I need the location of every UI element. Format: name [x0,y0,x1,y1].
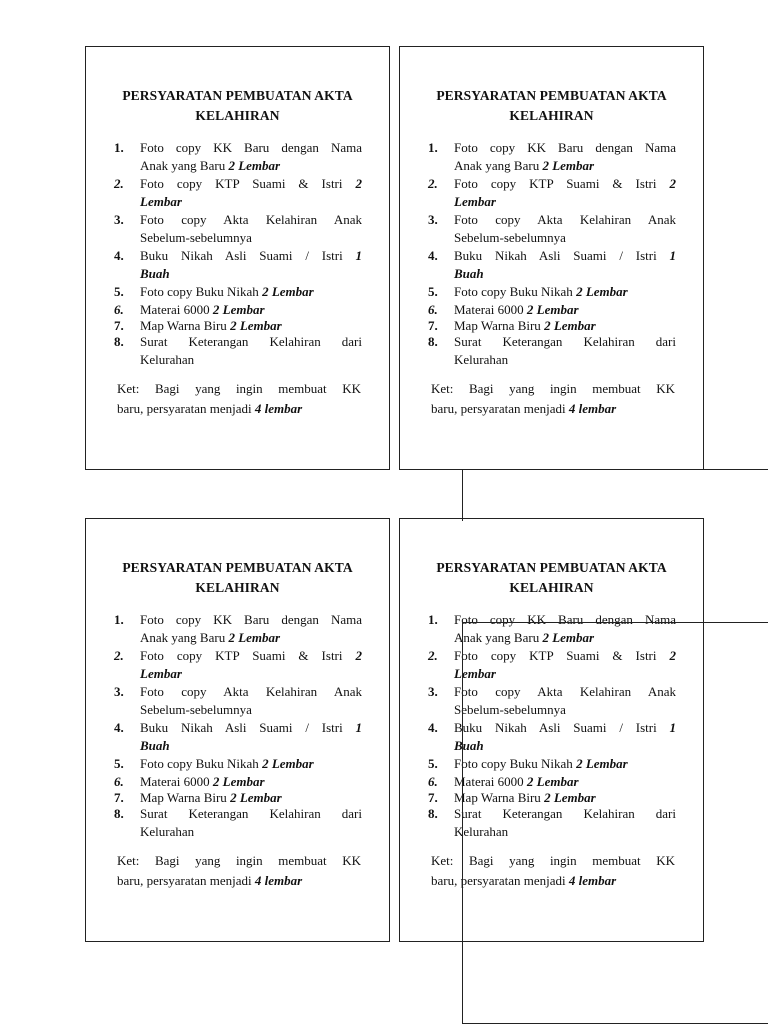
item-quantity: 2 Lembar [544,790,596,805]
note-text-plain: baru, persyaratan menjadi [117,401,255,416]
note-text-plain: baru, persyaratan menjadi [431,401,569,416]
item-text-plain: Sebelum-sebelumnya [140,230,252,245]
item-text-line2 [454,351,676,369]
item-text-line1: Foto copy Akta Kelahiran Anak [454,684,676,699]
item-number: 2. [114,176,124,191]
card-note [431,379,675,419]
overlay-frame-bottom-right [462,622,768,1024]
item-number: 4. [428,720,438,735]
item-text-plain: Materai 6000 [140,302,213,317]
item-text-line2 [140,265,362,283]
item-quantity: 1 [669,248,676,263]
item-text-plain: Materai 6000 [140,774,213,789]
item-text-plain: Kelurahan [454,352,509,367]
item-text-line1 [140,247,362,265]
note-text-plain: baru, persyaratan menjadi [117,873,255,888]
item-number: 6. [114,302,124,317]
card-title-line1: PERSYARATAN PEMBUATAN AKTA [436,560,667,575]
item-quantity: 2 Lembar [542,630,595,645]
item-text-plain: Foto copy KTP Suami & Istri [454,176,670,191]
item-text-plain: Anak yang Baru [454,158,543,173]
item-quantity-unit: Buah [454,738,484,753]
item-quantity: 2 Lembar [526,302,579,317]
item-quantity: 2 Lembar [262,284,314,299]
item-text-line1: Surat Keterangan Kelahiran dari [140,334,362,349]
card-note [117,379,361,419]
item-number: 3. [114,212,124,227]
card-note [117,851,361,891]
item-quantity: 2 Lembar [230,790,282,805]
item-quantity: 2 Lembar [544,318,596,333]
item-quantity-unit: Buah [140,266,170,281]
requirements-card-top-right [399,46,704,470]
item-quantity: 2 Lembar [262,756,314,771]
item-text [140,247,362,283]
item-text [140,175,362,211]
note-text-plain: baru, persyaratan menjadi [431,873,569,888]
item-text-plain: Buku Nikah Asli Suami / Istri [454,720,670,735]
item-text-line2 [140,737,362,755]
card-title-line2: KELAHIRAN [509,580,594,595]
note-quantity: 4 lembar [568,873,617,888]
item-text-line1: Foto copy Akta Kelahiran Anak [140,684,362,699]
item-number: 2. [428,176,438,191]
item-quantity: 2 [669,176,676,191]
item-text-plain: Sebelum-sebelumnya [140,702,252,717]
item-text-plain: Map Warna Biru [454,790,545,805]
note-line2 [431,399,675,419]
item-quantity-unit: Buah [454,266,484,281]
item-number: 8. [114,334,124,349]
item-quantity: 2 [669,648,676,663]
item-text-line2 [140,193,362,211]
item-number: 5. [114,756,124,771]
item-text [140,647,362,683]
card-title [400,86,703,126]
item-text-plain: Anak yang Baru [140,158,229,173]
item-text-line1: Surat Keterangan Kelahiran dari [140,806,362,821]
item-quantity: 2 Lembar [230,318,282,333]
item-number: 7. [428,318,438,333]
item-quantity: 2 Lembar [542,158,595,173]
item-text [140,139,362,175]
item-number: 8. [428,806,438,821]
item-text-line2 [454,157,676,175]
item-number: 6. [428,302,438,317]
overlay-frame-middle [462,469,768,521]
item-text-line1: Foto copy Akta Kelahiran Anak [140,212,362,227]
item-number: 6. [428,774,438,789]
item-text-line1: Foto copy KK Baru dengan Nama [140,140,362,155]
card-title [86,86,389,126]
note-quantity: 4 lembar [254,873,303,888]
item-quantity-unit: Buah [140,738,170,753]
item-number: 2. [114,648,124,663]
item-quantity: 2 Lembar [212,774,265,789]
note-quantity: 4 lembar [254,401,303,416]
item-text-plain: Sebelum-sebelumnya [454,702,566,717]
item-text-plain: Kelurahan [140,352,195,367]
item-text-plain: Foto copy KTP Suami & Istri [140,176,356,191]
card-title-line2: KELAHIRAN [509,108,594,123]
item-text-plain: Buku Nikah Asli Suami / Istri [454,248,670,263]
item-quantity: 1 [669,720,676,735]
item-text-plain: Buku Nikah Asli Suami / Istri [140,720,356,735]
item-text-line1: Foto copy KK Baru dengan Nama [140,612,362,627]
item-number: 3. [428,684,438,699]
item-text-line2 [140,157,362,175]
item-quantity: 2 [355,176,362,191]
item-number: 1. [114,612,124,627]
item-text [454,333,676,369]
item-number: 7. [428,790,438,805]
item-text [140,333,362,369]
item-number: 4. [114,248,124,263]
card-title-line2: KELAHIRAN [195,580,280,595]
item-text [140,683,362,719]
item-number: 1. [428,612,438,627]
item-quantity-unit: Lembar [454,666,496,681]
item-quantity: 2 Lembar [576,284,628,299]
item-text-line1 [454,247,676,265]
item-text-plain: Foto copy Buku Nikah [140,756,263,771]
item-number: 5. [428,756,438,771]
item-number: 5. [114,284,124,299]
item-quantity: 1 [355,720,362,735]
item-text-plain: Map Warna Biru [454,318,545,333]
item-text-plain: Kelurahan [140,824,195,839]
item-text-line1: Surat Keterangan Kelahiran dari [454,334,676,349]
item-number: 1. [428,140,438,155]
item-text-line2 [140,629,362,647]
item-text [454,139,676,175]
item-text-line1 [140,175,362,193]
item-text-line2 [454,193,676,211]
item-text [140,805,362,841]
item-text-line2 [140,229,362,247]
item-text-line1 [140,647,362,665]
item-text [140,211,362,247]
note-line2 [117,399,361,419]
item-quantity: 2 [355,648,362,663]
card-title-line1: PERSYARATAN PEMBUATAN AKTA [122,560,353,575]
item-text-line1 [454,175,676,193]
item-text-line2 [140,665,362,683]
item-text [454,175,676,211]
item-quantity-unit: Lembar [140,666,182,681]
note-line2 [117,871,361,891]
card-title [400,558,703,598]
note-line1: Ket: Bagi yang ingin membuat KK [117,853,361,868]
item-text-plain: Materai 6000 [454,302,527,317]
item-text-plain: Materai 6000 [454,774,527,789]
item-text-plain: Kelurahan [454,824,509,839]
item-number: 3. [428,212,438,227]
item-text-plain: Buku Nikah Asli Suami / Istri [140,248,356,263]
item-text-line1: Surat Keterangan Kelahiran dari [454,806,676,821]
note-line1: Ket: Bagi yang ingin membuat KK [117,381,361,396]
item-number: 1. [114,140,124,155]
item-quantity: 2 Lembar [212,302,265,317]
item-text [140,719,362,755]
item-text-plain: Anak yang Baru [140,630,229,645]
item-text-line1: Foto copy Akta Kelahiran Anak [454,212,676,227]
card-title-line1: PERSYARATAN PEMBUATAN AKTA [122,88,353,103]
card-title-line2: KELAHIRAN [195,108,280,123]
item-text-plain: Map Warna Biru [140,790,231,805]
item-text [454,211,676,247]
item-text-plain: Foto copy Buku Nikah [140,284,263,299]
item-number: 8. [428,334,438,349]
item-number: 8. [114,806,124,821]
item-quantity-unit: Lembar [140,194,182,209]
item-text [140,755,362,773]
item-text-line2 [140,701,362,719]
note-quantity: 4 lembar [568,401,617,416]
item-text-plain: Map Warna Biru [140,318,231,333]
item-text [140,283,362,301]
requirements-card-bottom-left [85,518,390,942]
item-quantity: 1 [355,248,362,263]
item-text-plain: Foto copy Buku Nikah [454,756,577,771]
item-text-plain: Sebelum-sebelumnya [454,230,566,245]
item-quantity-unit: Lembar [454,194,496,209]
item-number: 6. [114,774,124,789]
item-text [454,283,676,301]
item-number: 7. [114,318,124,333]
item-text [140,611,362,647]
item-text-line1: Foto copy KK Baru dengan Nama [454,612,676,627]
item-number: 4. [428,248,438,263]
note-line1: Ket: Bagi yang ingin membuat KK [431,381,675,396]
card-title [86,558,389,598]
item-quantity: 2 Lembar [228,630,281,645]
item-text-line2 [454,265,676,283]
requirements-card-top-left [85,46,390,470]
item-number: 3. [114,684,124,699]
item-quantity: 2 Lembar [526,774,579,789]
item-text-line1 [140,719,362,737]
item-quantity: 2 Lembar [576,756,628,771]
item-text [454,247,676,283]
item-text-line2 [140,351,362,369]
item-quantity: 2 Lembar [228,158,281,173]
item-text-plain: Foto copy KTP Suami & Istri [140,648,356,663]
item-text-plain: Foto copy Buku Nikah [454,284,577,299]
item-number: 4. [114,720,124,735]
item-number: 5. [428,284,438,299]
item-text-line1: Foto copy KK Baru dengan Nama [454,140,676,155]
item-number: 2. [428,648,438,663]
item-number: 7. [114,790,124,805]
card-title-line1: PERSYARATAN PEMBUATAN AKTA [436,88,667,103]
item-text-line2 [454,229,676,247]
note-line1: Ket: Bagi yang ingin membuat KK [431,853,675,868]
item-text-line2 [140,823,362,841]
item-text-plain: Foto copy KTP Suami & Istri [454,648,670,663]
item-text-plain: Anak yang Baru [454,630,543,645]
